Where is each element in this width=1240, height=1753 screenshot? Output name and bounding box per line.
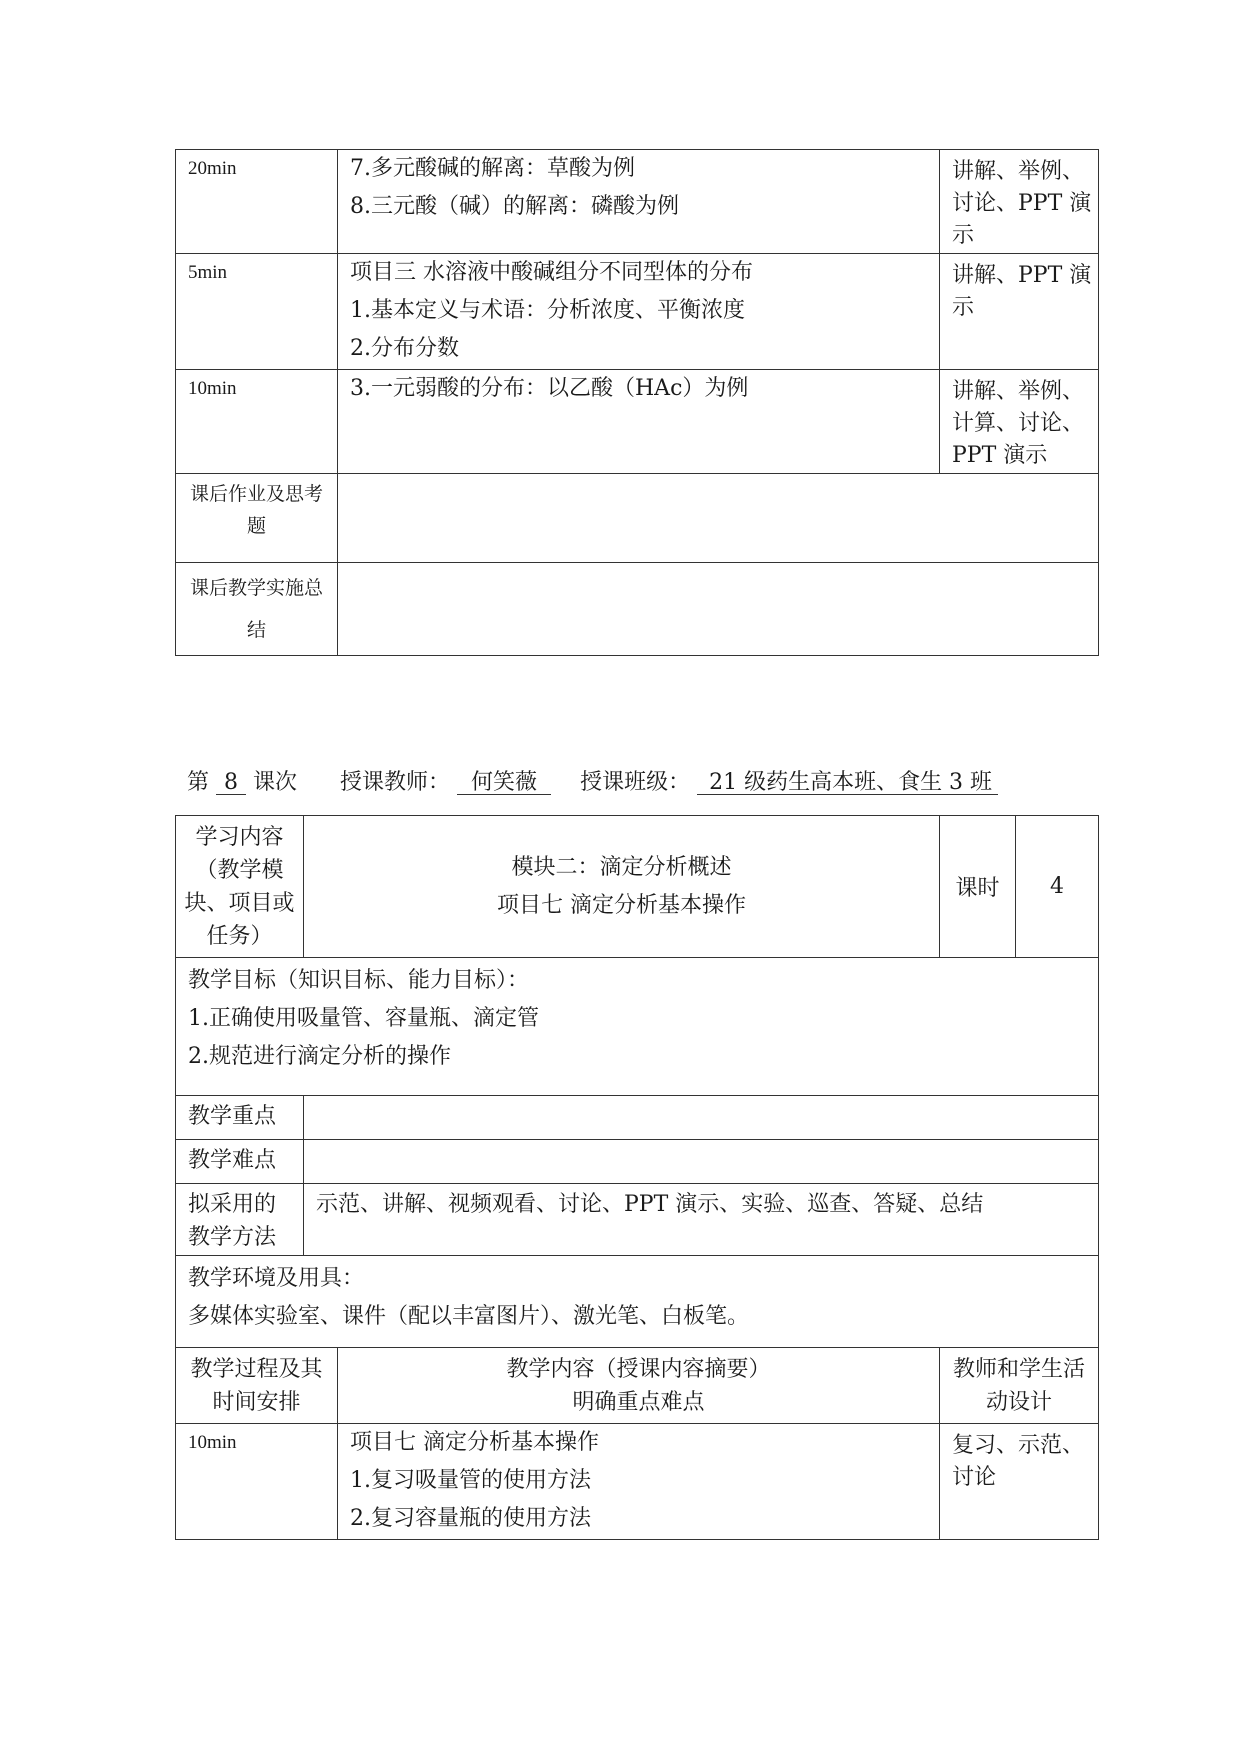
summary-cell xyxy=(338,563,1099,656)
time-cell: 10min xyxy=(176,370,338,474)
homework-cell xyxy=(338,474,1099,563)
key-points-cell xyxy=(304,1096,1099,1140)
environment-cell xyxy=(176,1256,1099,1348)
lesson-7-continuation-table xyxy=(175,149,1099,656)
lesson-8-plan-table xyxy=(175,815,1099,1540)
class-label: 授课班级： xyxy=(580,770,691,795)
lesson-info-line xyxy=(187,765,998,796)
objective-line: 2.规范进行滴定分析的操作 xyxy=(188,1044,451,1069)
table-row xyxy=(176,1184,1099,1256)
content-cell xyxy=(338,254,940,370)
hours-label: 课时 xyxy=(940,816,1016,958)
table-row xyxy=(176,563,1099,656)
table-row xyxy=(176,1424,1099,1540)
content-header-line: 教学内容（授课内容摘要） xyxy=(506,1356,771,1382)
class-name: 21 级药生高本班、食生 3 班 xyxy=(697,772,998,795)
table-row xyxy=(176,370,1099,474)
activity-cell: 讲解、举例、讨论、PPT 演示 xyxy=(940,150,1099,254)
homework-label: 课后作业及思考题 xyxy=(176,474,338,563)
content-cell xyxy=(338,1424,940,1540)
project-title: 项目七 滴定分析基本操作 xyxy=(497,892,746,918)
table-row xyxy=(176,1096,1099,1140)
objectives-title: 教学目标（知识目标、能力目标）： xyxy=(188,968,530,993)
lesson-suffix: 课次 xyxy=(253,770,298,795)
difficult-points-label: 教学难点 xyxy=(176,1140,304,1184)
process-header: 教学过程及其时间安排 xyxy=(176,1348,338,1424)
table-row xyxy=(176,254,1099,370)
environment-title: 教学环境及用具： xyxy=(188,1266,365,1291)
table-row xyxy=(176,1256,1099,1348)
lesson-prefix: 第 xyxy=(187,770,210,795)
content-line: 8.三元酸（碱）的解离：磷酸为例 xyxy=(350,194,679,219)
time-cell: 10min xyxy=(176,1424,338,1540)
content-line: 项目三 水溶液中酸碱组分不同型体的分布 xyxy=(350,260,753,285)
difficult-points-cell xyxy=(304,1140,1099,1184)
methods-cell: 示范、讲解、视频观看、讨论、PPT 演示、实验、巡查、答疑、总结 xyxy=(304,1184,1099,1256)
table-row xyxy=(176,816,1099,958)
time-cell: 5min xyxy=(176,254,338,370)
content-header xyxy=(338,1348,940,1424)
methods-label: 拟采用的教学方法 xyxy=(176,1184,304,1256)
content-label: 学习内容（教学模块、项目或任务） xyxy=(176,816,304,958)
table-row xyxy=(176,1140,1099,1184)
content-line: 项目七 滴定分析基本操作 xyxy=(350,1430,599,1455)
content-line: 1.基本定义与术语：分析浓度、平衡浓度 xyxy=(350,298,745,323)
content-line: 3.一元弱酸的分布：以乙酸（HAc）为例 xyxy=(350,376,749,401)
table-row xyxy=(176,958,1099,1096)
content-line: 2.复习容量瓶的使用方法 xyxy=(350,1506,591,1531)
content-line: 1.复习吸量管的使用方法 xyxy=(350,1468,591,1493)
content-cell xyxy=(338,150,940,254)
objective-line: 1.正确使用吸量管、容量瓶、滴定管 xyxy=(188,1006,539,1031)
summary-label: 课后教学实施总结 xyxy=(176,563,338,656)
key-points-label: 教学重点 xyxy=(176,1096,304,1140)
activity-cell: 复习、示范、讨论 xyxy=(940,1424,1099,1540)
module-cell xyxy=(304,816,940,958)
content-line: 2.分布分数 xyxy=(350,336,459,361)
content-header-line: 明确重点难点 xyxy=(572,1389,705,1415)
content-line: 7.多元酸碱的解离：草酸为例 xyxy=(350,156,635,181)
activity-cell: 讲解、举例、计算、讨论、PPT 演示 xyxy=(940,370,1099,474)
table-row xyxy=(176,1348,1099,1424)
activity-header: 教师和学生活动设计 xyxy=(940,1348,1099,1424)
lesson-number: 8 xyxy=(216,772,246,795)
hours-value: 4 xyxy=(1016,816,1099,958)
module-title: 模块二：滴定分析概述 xyxy=(511,854,732,880)
teacher-name: 何笑薇 xyxy=(457,772,551,795)
objectives-cell xyxy=(176,958,1099,1096)
time-cell: 20min xyxy=(176,150,338,254)
table-row xyxy=(176,150,1099,254)
teacher-label: 授课教师： xyxy=(340,770,451,795)
table-row xyxy=(176,474,1099,563)
content-cell xyxy=(338,370,940,474)
environment-text: 多媒体实验室、课件（配以丰富图片）、激光笔、白板笔。 xyxy=(188,1304,750,1329)
activity-cell: 讲解、PPT 演示 xyxy=(940,254,1099,370)
